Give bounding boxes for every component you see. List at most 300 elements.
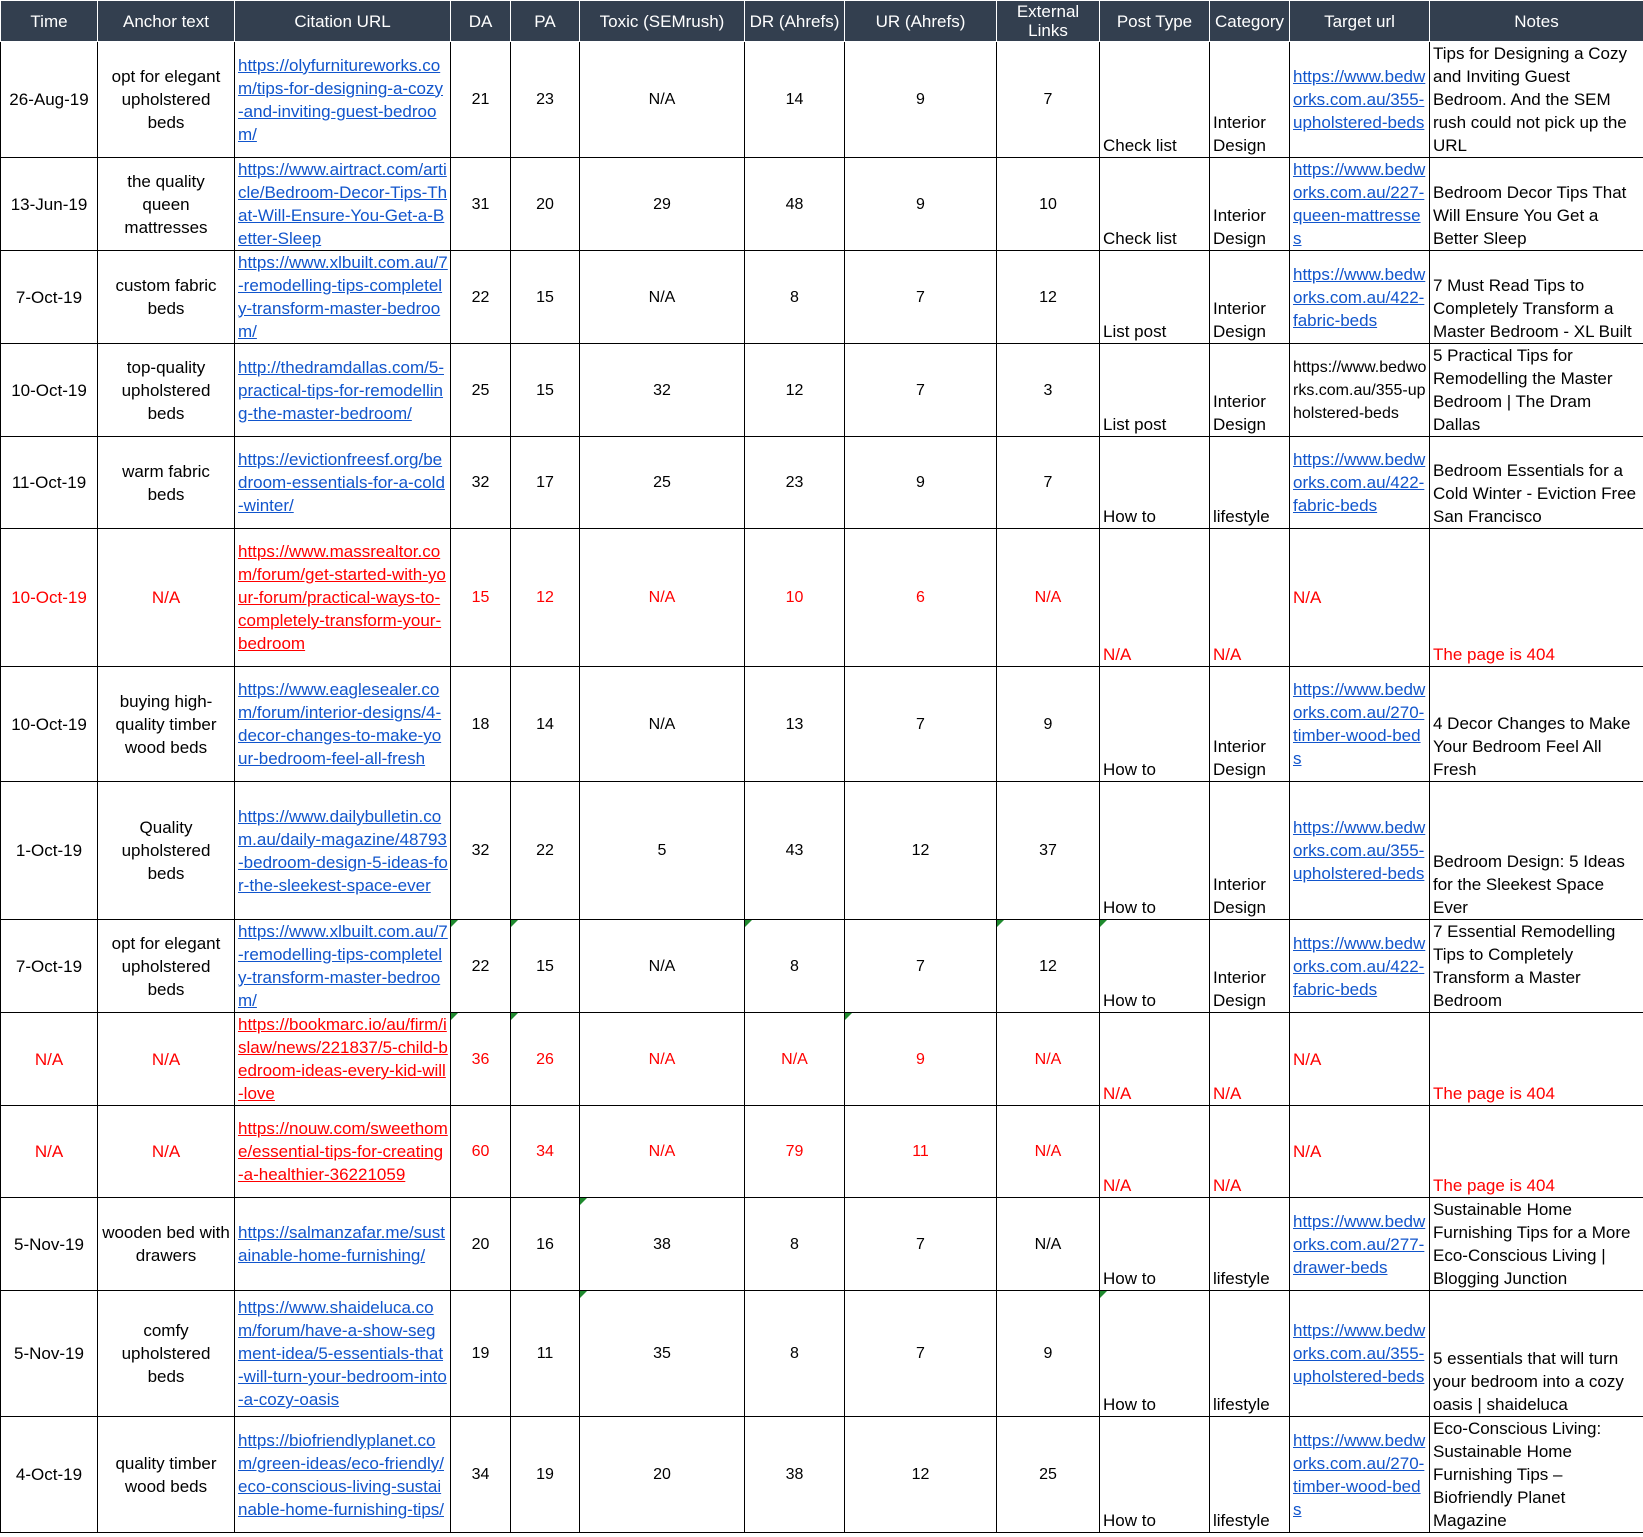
external-links-cell[interactable] bbox=[997, 529, 1100, 667]
post-type-cell[interactable] bbox=[1100, 251, 1210, 344]
category-value: lifestyle bbox=[1213, 1269, 1270, 1288]
external-links-cell[interactable] bbox=[997, 667, 1100, 782]
citation-url-cell[interactable] bbox=[235, 1291, 451, 1417]
citation-url-link[interactable]: https://salmanzafar.me/sustainable-home-furnishing/ bbox=[238, 1223, 445, 1265]
anchor-text-cell[interactable] bbox=[98, 1291, 235, 1417]
post-type-cell[interactable] bbox=[1100, 437, 1210, 529]
time-value: 5-Nov-19 bbox=[14, 1344, 84, 1363]
toxic-value: N/A bbox=[648, 1143, 676, 1160]
external-links-value: 25 bbox=[1039, 1466, 1057, 1483]
dr-value: 23 bbox=[785, 474, 804, 491]
table-row bbox=[1, 251, 1643, 344]
time-value: 4-Oct-19 bbox=[15, 1465, 83, 1484]
target-url-link[interactable]: https://www.bedworks.com.au/277-drawer-beds bbox=[1293, 1211, 1426, 1277]
pa-cell[interactable] bbox=[511, 344, 580, 437]
category-cell[interactable] bbox=[1210, 437, 1290, 529]
header-dr[interactable]: DR (Ahrefs) bbox=[745, 1, 845, 42]
da-cell[interactable] bbox=[451, 1291, 511, 1417]
pa-cell[interactable] bbox=[511, 529, 580, 667]
dr-value: 79 bbox=[785, 1143, 804, 1160]
time-cell[interactable] bbox=[1, 920, 98, 1013]
citation-url-link[interactable]: https://www.xlbuilt.com.au/7-remodelling-tips-completely-transform-master-bedroom/ bbox=[238, 922, 448, 1010]
pa-cell[interactable] bbox=[511, 437, 580, 529]
target-url-link[interactable]: https://www.bedworks.com.au/355-upholstered-beds bbox=[1293, 818, 1426, 883]
category-cell[interactable] bbox=[1210, 920, 1290, 1013]
toxic-cell[interactable] bbox=[580, 1106, 745, 1198]
ur-cell[interactable] bbox=[845, 782, 997, 920]
anchor-text-value: N/A bbox=[151, 1142, 181, 1161]
category-value: lifestyle bbox=[1213, 507, 1270, 526]
notes-cell[interactable] bbox=[1430, 1291, 1643, 1417]
citation-url-cell[interactable] bbox=[235, 344, 451, 437]
time-cell[interactable] bbox=[1, 1013, 98, 1106]
citation-url-cell[interactable] bbox=[235, 529, 451, 667]
notes-value: The page is 404 bbox=[1433, 1176, 1555, 1195]
toxic-cell[interactable] bbox=[580, 1291, 745, 1417]
anchor-text-cell[interactable] bbox=[98, 42, 235, 158]
anchor-text-cell[interactable] bbox=[98, 437, 235, 529]
citation-url-cell[interactable] bbox=[235, 42, 451, 158]
da-cell[interactable] bbox=[451, 1013, 511, 1106]
notes-cell[interactable] bbox=[1430, 437, 1643, 529]
time-value: 13-Jun-19 bbox=[10, 194, 88, 214]
da-cell[interactable] bbox=[451, 158, 511, 251]
toxic-cell[interactable] bbox=[580, 1198, 745, 1291]
citation-url-link[interactable]: https://www.massrealtor.com/forum/get-started-with-your-forum/practical-ways-to-completely-transform-your-bedroom bbox=[238, 542, 446, 653]
anchor-text-cell[interactable] bbox=[98, 782, 235, 920]
citation-url-cell[interactable] bbox=[235, 437, 451, 529]
citation-url-link[interactable]: http://thedramdallas.com/5-practical-tips-for-remodelling-the-master-bedroom/ bbox=[238, 357, 444, 423]
pa-cell[interactable] bbox=[511, 920, 580, 1013]
citation-url-link[interactable]: https://nouw.com/sweethome/essential-tips-for-creating-a-healthier-36221059 bbox=[238, 1119, 448, 1184]
ur-cell[interactable] bbox=[845, 1417, 997, 1533]
dr-cell[interactable] bbox=[745, 1013, 845, 1106]
anchor-text-cell[interactable] bbox=[98, 1013, 235, 1106]
ur-cell[interactable] bbox=[845, 1013, 997, 1106]
notes-cell[interactable] bbox=[1430, 782, 1643, 920]
toxic-cell[interactable] bbox=[580, 667, 745, 782]
time-cell[interactable] bbox=[1, 1198, 98, 1291]
time-value: 10-Oct-19 bbox=[11, 380, 87, 400]
toxic-cell[interactable] bbox=[580, 920, 745, 1013]
external-links-cell[interactable] bbox=[997, 251, 1100, 344]
external-links-cell[interactable] bbox=[997, 1291, 1100, 1417]
dr-value: 8 bbox=[790, 1345, 799, 1362]
citation-url-cell[interactable] bbox=[235, 1417, 451, 1533]
pa-value: 23 bbox=[536, 91, 554, 108]
header-ur[interactable]: UR (Ahrefs) bbox=[845, 1, 997, 42]
citation-url-cell[interactable] bbox=[235, 1106, 451, 1198]
time-cell[interactable] bbox=[1, 1291, 98, 1417]
notes-value: The page is 404 bbox=[1433, 645, 1555, 664]
post-type-cell[interactable] bbox=[1100, 920, 1210, 1013]
time-cell[interactable] bbox=[1, 437, 98, 529]
dr-cell[interactable] bbox=[745, 782, 845, 920]
post-type-cell[interactable] bbox=[1100, 667, 1210, 782]
target-url-link[interactable]: https://www.bedworks.com.au/422-fabric-beds bbox=[1293, 933, 1426, 999]
notes-cell[interactable] bbox=[1430, 1417, 1643, 1533]
ur-cell[interactable] bbox=[845, 158, 997, 251]
citation-url-link[interactable]: https://www.eaglesealer.com/forum/interior-designs/4-decor-changes-to-make-your-bedroom-feel-all-fresh bbox=[238, 680, 442, 768]
external-links-cell[interactable] bbox=[997, 920, 1100, 1013]
category-cell[interactable] bbox=[1210, 529, 1290, 667]
table-row bbox=[1, 529, 1643, 667]
header-da[interactable]: DA bbox=[451, 1, 511, 42]
notes-cell[interactable] bbox=[1430, 529, 1643, 667]
post-type-cell[interactable] bbox=[1100, 1198, 1210, 1291]
anchor-text-value: warm fabric beds bbox=[122, 461, 210, 504]
external-links-cell[interactable] bbox=[997, 1013, 1100, 1106]
da-value: 22 bbox=[471, 957, 490, 975]
pa-value: 15 bbox=[536, 288, 554, 306]
external-links-value: N/A bbox=[1034, 1143, 1062, 1160]
citation-url-link[interactable]: https://www.airtract.com/article/Bedroom-Decor-Tips-That-Will-Ensure-You-Get-a-Better-Sleep bbox=[238, 160, 448, 248]
target-url-cell[interactable] bbox=[1290, 667, 1430, 782]
target-url-link[interactable]: https://www.bedworks.com.au/227-queen-mattresses bbox=[1293, 160, 1426, 248]
toxic-cell[interactable] bbox=[580, 782, 745, 920]
time-cell[interactable] bbox=[1, 667, 98, 782]
table-row bbox=[1, 158, 1643, 251]
target-url-cell[interactable] bbox=[1290, 1106, 1430, 1198]
category-cell[interactable] bbox=[1210, 782, 1290, 920]
da-cell[interactable] bbox=[451, 667, 511, 782]
pa-cell[interactable] bbox=[511, 158, 580, 251]
category-value: lifestyle bbox=[1213, 1511, 1270, 1530]
table-row bbox=[1, 1291, 1643, 1417]
da-value: 36 bbox=[471, 1050, 490, 1068]
time-value: 10-Oct-19 bbox=[11, 588, 87, 607]
header-target-url[interactable]: Target url bbox=[1290, 1, 1430, 42]
da-cell[interactable] bbox=[451, 782, 511, 920]
post-type-cell[interactable] bbox=[1100, 158, 1210, 251]
ur-cell[interactable] bbox=[845, 920, 997, 1013]
target-url-link[interactable]: https://www.bedworks.com.au/422-fabric-beds bbox=[1293, 264, 1426, 330]
citation-url-cell[interactable] bbox=[235, 1198, 451, 1291]
target-url-cell[interactable] bbox=[1290, 920, 1430, 1013]
ur-cell[interactable] bbox=[845, 667, 997, 782]
header-external-links[interactable]: External Links bbox=[997, 1, 1100, 42]
citation-url-link[interactable]: https://evictionfreesf.org/bedroom-essentials-for-a-cold-winter/ bbox=[238, 450, 445, 515]
post-type-value: List post bbox=[1103, 415, 1167, 434]
external-links-cell[interactable] bbox=[997, 344, 1100, 437]
notes-cell[interactable] bbox=[1430, 1106, 1643, 1198]
target-url-cell[interactable] bbox=[1290, 251, 1430, 344]
category-cell[interactable] bbox=[1210, 1106, 1290, 1198]
toxic-cell[interactable] bbox=[580, 437, 745, 529]
anchor-text-cell[interactable] bbox=[98, 1198, 235, 1291]
toxic-cell[interactable] bbox=[580, 251, 745, 344]
anchor-text-cell[interactable] bbox=[98, 529, 235, 667]
target-url-cell[interactable] bbox=[1290, 782, 1430, 920]
category-cell[interactable] bbox=[1210, 667, 1290, 782]
dr-cell[interactable] bbox=[745, 1291, 845, 1417]
citation-url-cell[interactable] bbox=[235, 667, 451, 782]
anchor-text-cell[interactable] bbox=[98, 920, 235, 1013]
ur-cell[interactable] bbox=[845, 344, 997, 437]
da-value: 18 bbox=[471, 715, 490, 733]
header-pa[interactable]: PA bbox=[511, 1, 580, 42]
category-cell[interactable] bbox=[1210, 158, 1290, 251]
da-value: 20 bbox=[471, 1235, 490, 1253]
target-url-link[interactable]: https://www.bedworks.com.au/270-timber-wood-beds bbox=[1293, 680, 1426, 768]
anchor-text-cell[interactable] bbox=[98, 158, 235, 251]
da-cell[interactable] bbox=[451, 42, 511, 158]
toxic-cell[interactable] bbox=[580, 158, 745, 251]
toxic-cell[interactable] bbox=[580, 344, 745, 437]
citation-url-link[interactable]: https://www.xlbuilt.com.au/7-remodelling-tips-completely-transform-master-bedroom/ bbox=[238, 253, 448, 341]
anchor-text-cell[interactable] bbox=[98, 344, 235, 437]
ur-cell[interactable] bbox=[845, 529, 997, 667]
toxic-cell[interactable] bbox=[580, 1417, 745, 1533]
target-url-cell[interactable] bbox=[1290, 158, 1430, 251]
target-url-cell[interactable] bbox=[1290, 1417, 1430, 1533]
time-cell[interactable] bbox=[1, 782, 98, 920]
pa-cell[interactable] bbox=[511, 42, 580, 158]
header-toxic[interactable]: Toxic (SEMrush) bbox=[580, 1, 745, 42]
citation-url-cell[interactable] bbox=[235, 251, 451, 344]
header-category[interactable]: Category bbox=[1210, 1, 1290, 42]
category-cell[interactable] bbox=[1210, 1198, 1290, 1291]
da-value: 21 bbox=[471, 91, 490, 108]
pa-cell[interactable] bbox=[511, 667, 580, 782]
ur-cell[interactable] bbox=[845, 1198, 997, 1291]
ur-cell[interactable] bbox=[845, 1291, 997, 1417]
category-cell[interactable] bbox=[1210, 344, 1290, 437]
notes-value: Eco-Conscious Living: Sustainable Home Furnishing Tips – Biofriendly Planet Magazine bbox=[1433, 1419, 1602, 1530]
notes-cell[interactable] bbox=[1430, 344, 1643, 437]
target-url-cell[interactable] bbox=[1290, 437, 1430, 529]
da-cell[interactable] bbox=[451, 1106, 511, 1198]
pa-value: 16 bbox=[536, 1235, 554, 1253]
table-row bbox=[1, 920, 1643, 1013]
da-value: 60 bbox=[471, 1143, 490, 1160]
pa-cell[interactable] bbox=[511, 1291, 580, 1417]
external-links-cell[interactable] bbox=[997, 782, 1100, 920]
toxic-value: N/A bbox=[648, 957, 676, 975]
category-value: N/A bbox=[1213, 1084, 1242, 1103]
post-type-cell[interactable] bbox=[1100, 1013, 1210, 1106]
pa-cell[interactable] bbox=[511, 1106, 580, 1198]
da-cell[interactable] bbox=[451, 920, 511, 1013]
header-anchor-text[interactable]: Anchor text bbox=[98, 1, 235, 42]
anchor-text-value: buying high-quality timber wood beds bbox=[115, 691, 217, 757]
da-cell[interactable] bbox=[451, 344, 511, 437]
post-type-value: List post bbox=[1103, 322, 1167, 341]
target-url-link[interactable]: https://www.bedworks.com.au/422-fabric-beds bbox=[1293, 450, 1426, 515]
category-value: Interior Design bbox=[1213, 206, 1266, 248]
target-url-link[interactable]: https://www.bedworks.com.au/355-upholstered-beds bbox=[1293, 1321, 1426, 1386]
time-cell[interactable] bbox=[1, 251, 98, 344]
ur-value: 7 bbox=[916, 1235, 925, 1253]
da-value: 32 bbox=[471, 842, 490, 859]
anchor-text-cell[interactable] bbox=[98, 1106, 235, 1198]
external-links-cell[interactable] bbox=[997, 1198, 1100, 1291]
toxic-value: 5 bbox=[657, 842, 667, 859]
time-cell[interactable] bbox=[1, 529, 98, 667]
anchor-text-cell[interactable] bbox=[98, 1417, 235, 1533]
post-type-cell[interactable] bbox=[1100, 1291, 1210, 1417]
citation-url-cell[interactable] bbox=[235, 782, 451, 920]
target-url-link[interactable]: https://www.bedworks.com.au/355-upholstered-beds bbox=[1293, 67, 1426, 132]
dr-cell[interactable] bbox=[745, 344, 845, 437]
ur-cell[interactable] bbox=[845, 437, 997, 529]
category-cell[interactable] bbox=[1210, 1291, 1290, 1417]
target-url-cell[interactable] bbox=[1290, 1198, 1430, 1291]
toxic-value: N/A bbox=[648, 91, 676, 108]
target-url-link[interactable]: https://www.bedworks.com.au/270-timber-wood-beds bbox=[1293, 1430, 1426, 1519]
category-value: N/A bbox=[1213, 1176, 1242, 1195]
dr-cell[interactable] bbox=[745, 158, 845, 251]
time-cell[interactable] bbox=[1, 158, 98, 251]
external-links-cell[interactable] bbox=[997, 437, 1100, 529]
da-cell[interactable] bbox=[451, 437, 511, 529]
post-type-cell[interactable] bbox=[1100, 344, 1210, 437]
toxic-value: 25 bbox=[653, 474, 671, 491]
time-value: 7-Oct-19 bbox=[15, 287, 83, 307]
dr-cell[interactable] bbox=[745, 920, 845, 1013]
dr-cell[interactable] bbox=[745, 529, 845, 667]
post-type-cell[interactable] bbox=[1100, 1106, 1210, 1198]
notes-value: 7 Must Read Tips to Completely Transform a Master Bedroom - XL Built bbox=[1433, 276, 1632, 341]
ur-value: 9 bbox=[916, 474, 925, 491]
time-value: 11-Oct-19 bbox=[11, 473, 87, 492]
da-cell[interactable] bbox=[451, 1417, 511, 1533]
dr-cell[interactable] bbox=[745, 1106, 845, 1198]
citation-url-cell[interactable] bbox=[235, 1013, 451, 1106]
target-url-cell[interactable] bbox=[1290, 1013, 1430, 1106]
external-links-value: 37 bbox=[1039, 842, 1057, 859]
pa-value: 15 bbox=[536, 381, 554, 399]
dr-cell[interactable] bbox=[745, 251, 845, 344]
pa-cell[interactable] bbox=[511, 1417, 580, 1533]
external-links-cell[interactable] bbox=[997, 42, 1100, 158]
anchor-text-value: top-quality upholstered beds bbox=[121, 357, 211, 423]
citation-url-link[interactable]: https://www.dailybulletin.com.au/daily-magazine/48793-bedroom-design-5-ideas-for-the-sleekest-space-ever bbox=[238, 806, 448, 895]
notes-value: Tips for Designing a Cozy and Inviting Guest Bedroom. And the SEM rush could not pick up the URL bbox=[1433, 44, 1628, 155]
toxic-cell[interactable] bbox=[580, 1013, 745, 1106]
target-url-cell[interactable] bbox=[1290, 1291, 1430, 1417]
time-value: 10-Oct-19 bbox=[11, 714, 87, 734]
da-cell[interactable] bbox=[451, 251, 511, 344]
header-post-type[interactable]: Post Type bbox=[1100, 1, 1210, 42]
ur-value: 7 bbox=[916, 288, 925, 306]
dr-cell[interactable] bbox=[745, 667, 845, 782]
target-url-value: https://www.bedworks.com.au/355-upholstered-beds bbox=[1293, 358, 1427, 422]
notes-value: Sustainable Home Furnishing Tips for a More Eco-Conscious Living | Blogging Junction bbox=[1433, 1200, 1631, 1288]
post-type-cell[interactable] bbox=[1100, 782, 1210, 920]
target-url-value: N/A bbox=[1293, 588, 1322, 607]
category-cell[interactable] bbox=[1210, 1417, 1290, 1533]
time-cell[interactable] bbox=[1, 1417, 98, 1533]
external-links-value: N/A bbox=[1034, 589, 1062, 606]
time-cell[interactable] bbox=[1, 42, 98, 158]
citation-url-link[interactable]: https://bookmarc.io/au/firm/islaw/news/221837/5-child-bedroom-ideas-every-kid-will-love bbox=[238, 1015, 448, 1103]
citation-url-cell[interactable] bbox=[235, 920, 451, 1013]
category-cell[interactable] bbox=[1210, 42, 1290, 158]
pa-cell[interactable] bbox=[511, 251, 580, 344]
citation-url-link[interactable]: https://www.shaideluca.com/forum/have-a-show-segment-idea/5-essentials-that-will-turn-your-bedroom-into-a-cozy-oasis bbox=[238, 1298, 447, 1409]
anchor-text-value: wooden bed with drawers bbox=[102, 1223, 230, 1265]
ur-value: 7 bbox=[916, 381, 925, 399]
target-url-cell[interactable] bbox=[1290, 529, 1430, 667]
notes-cell[interactable] bbox=[1430, 667, 1643, 782]
category-cell[interactable] bbox=[1210, 251, 1290, 344]
dr-value: 38 bbox=[785, 1466, 804, 1483]
post-type-value: N/A bbox=[1103, 1176, 1132, 1195]
target-url-cell[interactable] bbox=[1290, 42, 1430, 158]
external-links-value: N/A bbox=[1034, 1235, 1062, 1253]
dr-cell[interactable] bbox=[745, 1198, 845, 1291]
post-type-cell[interactable] bbox=[1100, 529, 1210, 667]
external-links-cell[interactable] bbox=[997, 158, 1100, 251]
category-value: Interior Design bbox=[1213, 113, 1266, 155]
notes-cell[interactable] bbox=[1430, 42, 1643, 158]
dr-cell[interactable] bbox=[745, 42, 845, 158]
post-type-value: N/A bbox=[1103, 1084, 1132, 1103]
notes-cell[interactable] bbox=[1430, 158, 1643, 251]
citation-url-cell[interactable] bbox=[235, 158, 451, 251]
external-links-value: 9 bbox=[1043, 1345, 1053, 1362]
anchor-text-value: comfy upholstered beds bbox=[121, 1321, 211, 1386]
ur-value: 7 bbox=[916, 1345, 925, 1362]
time-cell[interactable] bbox=[1, 1106, 98, 1198]
category-cell[interactable] bbox=[1210, 1013, 1290, 1106]
pa-value: 26 bbox=[536, 1050, 554, 1068]
post-type-value: How to bbox=[1103, 1269, 1156, 1288]
da-cell[interactable] bbox=[451, 1198, 511, 1291]
anchor-text-cell[interactable] bbox=[98, 667, 235, 782]
toxic-value: 29 bbox=[653, 195, 671, 213]
pa-cell[interactable] bbox=[511, 782, 580, 920]
ur-cell[interactable] bbox=[845, 42, 997, 158]
time-cell[interactable] bbox=[1, 344, 98, 437]
da-cell[interactable] bbox=[451, 529, 511, 667]
dr-cell[interactable] bbox=[745, 1417, 845, 1533]
header-citation-url[interactable]: Citation URL bbox=[235, 1, 451, 42]
toxic-value: 20 bbox=[653, 1466, 671, 1483]
external-links-cell[interactable] bbox=[997, 1106, 1100, 1198]
cell-comment-marker-icon bbox=[451, 1013, 458, 1020]
header-time[interactable]: Time bbox=[1, 1, 98, 42]
citation-url-link[interactable]: https://biofriendlyplanet.com/green-ideas/eco-friendly/eco-conscious-living-sustainable-home-furnishing-tips/ bbox=[238, 1430, 444, 1519]
dr-cell[interactable] bbox=[745, 437, 845, 529]
notes-cell[interactable] bbox=[1430, 251, 1643, 344]
toxic-cell[interactable] bbox=[580, 529, 745, 667]
target-url-cell[interactable] bbox=[1290, 344, 1430, 437]
notes-cell[interactable] bbox=[1430, 1198, 1643, 1291]
ur-cell[interactable] bbox=[845, 251, 997, 344]
pa-cell[interactable] bbox=[511, 1198, 580, 1291]
ur-cell[interactable] bbox=[845, 1106, 997, 1198]
pa-cell[interactable] bbox=[511, 1013, 580, 1106]
dr-value: 12 bbox=[785, 381, 804, 399]
anchor-text-cell[interactable] bbox=[98, 251, 235, 344]
post-type-cell[interactable] bbox=[1100, 1417, 1210, 1533]
dr-value: N/A bbox=[781, 1050, 808, 1068]
post-type-value: How to bbox=[1103, 898, 1156, 917]
post-type-value: How to bbox=[1103, 507, 1156, 526]
notes-cell[interactable] bbox=[1430, 1013, 1643, 1106]
external-links-cell[interactable] bbox=[997, 1417, 1100, 1533]
table-row bbox=[1, 1106, 1643, 1198]
toxic-cell[interactable] bbox=[580, 42, 745, 158]
post-type-cell[interactable] bbox=[1100, 42, 1210, 158]
citation-url-link[interactable]: https://olyfurnitureworks.com/tips-for-designing-a-cozy-and-inviting-guest-bedroom/ bbox=[238, 55, 444, 144]
table-row bbox=[1, 667, 1643, 782]
notes-cell[interactable] bbox=[1430, 920, 1643, 1013]
pa-value: 12 bbox=[536, 589, 554, 606]
header-notes[interactable]: Notes bbox=[1430, 1, 1643, 42]
